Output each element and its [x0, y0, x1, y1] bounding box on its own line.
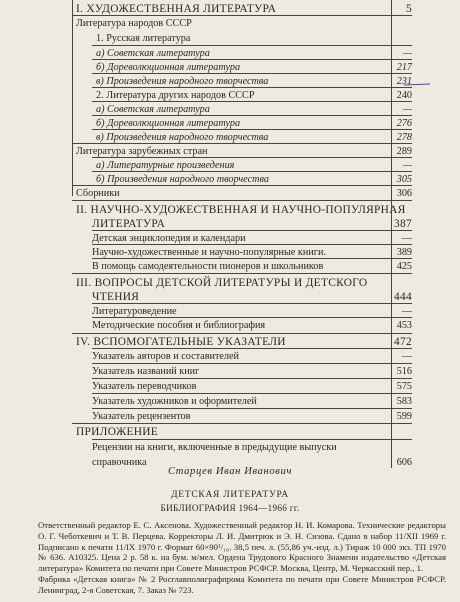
toc-label: Литература народов СССР [76, 18, 192, 29]
row-rule [92, 378, 412, 379]
section-rule [72, 200, 412, 201]
row-rule [92, 171, 412, 172]
toc-page: 231 [396, 76, 412, 87]
section-rule [72, 423, 412, 424]
toc-label: Рецензии на книги, включенные в предыдущие выпуски [92, 442, 337, 453]
toc-heading [92, 441, 412, 455]
toc-label: 2. Литература других народов СССР [96, 90, 255, 101]
toc-label: 1. Русская литература [96, 33, 191, 44]
column-rule [391, 0, 392, 468]
toc-heading [76, 187, 412, 201]
toc-label: Указатель названий книг [92, 366, 200, 377]
toc-label: Сборники [76, 188, 120, 199]
toc-label: б) Произведения народного творчества [96, 174, 269, 185]
toc-heading [92, 395, 412, 409]
toc-page: — [402, 160, 412, 171]
row-rule [92, 59, 412, 60]
toc-label: в) Произведения народного творчества [96, 76, 269, 87]
row-rule [92, 45, 412, 46]
toc-label: III. ВОПРОСЫ ДЕТСКОЙ ЛИТЕРАТУРЫ И ДЕТСКОГО [76, 277, 368, 289]
toc-label: а) Литературные произведения [96, 160, 235, 171]
toc-label: ПРИЛОЖЕНИЕ [76, 426, 159, 438]
toc-label: а) Советская литература [96, 104, 210, 115]
row-rule [92, 408, 412, 409]
row-rule [92, 244, 412, 245]
row-rule [92, 101, 412, 102]
toc-page: — [401, 306, 412, 317]
left-rule [72, 0, 73, 196]
toc-heading [92, 410, 412, 424]
row-rule [92, 393, 412, 394]
section-rule [72, 273, 412, 274]
toc-label: б) Дореволюционная литература [96, 118, 241, 129]
row-rule [92, 317, 412, 318]
toc-page: 472 [394, 336, 412, 348]
toc-page: — [401, 351, 412, 362]
toc-label: Литературоведение [92, 306, 177, 317]
printer-text [38, 574, 446, 596]
toc-page: 305 [396, 174, 412, 185]
row-rule [92, 87, 412, 88]
row-rule [92, 73, 412, 74]
toc-appendix [76, 425, 412, 439]
toc-label: Научно-художественные и научно-популярные книги. [92, 247, 326, 258]
toc-page: 389 [396, 247, 412, 258]
toc-label: IV. ВСПОМОГАТЕЛЬНЫЕ УКАЗАТЕЛИ [76, 336, 286, 348]
toc-label: в) Произведения народного творчества [96, 132, 269, 143]
toc-page: 453 [396, 320, 412, 331]
row-rule [92, 115, 412, 116]
toc-label: справочника [92, 457, 147, 468]
toc-section-3-cont [92, 290, 412, 304]
toc-heading [76, 17, 412, 31]
printer-paragraph: Фабрика «Детская книга» № 2 Росглавполиграфпрома Комитета по печати при Совете Министров РСФСР. Ленинград, 2-я Советская, 7. Заказ № 723. [38, 574, 446, 595]
book-title: ДЕТСКАЯ ЛИТЕРАТУРА [171, 490, 289, 500]
toc-label: Указатель рецензентов [92, 411, 191, 422]
imprint-paragraph: Ответственный редактор Е. С. Аксенова. Художественный редактор Н. И. Комарова. Технические редакторы О. Г. Чеботкевич и Т. В. Перцева. Корректоры Л. И. Дмитрюк и Э. Н. Сизова. Сдано в набор 11/XII 1969 г. Подписано к печати 11/IX 1970 г. Формат 60×90¹/₁₆. 38,5 печ. л. (55,86 уч.-изд. л.) Тираж 10 000 экз. ТП 1970 № 636. А10325. Цена 2 р. 58 к. на бум. м/мел. Ордена Трудового Красного Знамени издательство «Детская литература» Комитета по печати при Совете Министров РСФСР. Москва, Центр, М. Черкасский пер., 1. [38, 520, 446, 574]
toc-label: Указатель художников и оформителей [92, 396, 257, 407]
toc-label: ЧТЕНИЯ [92, 291, 140, 303]
toc-heading [92, 365, 412, 379]
toc-heading [92, 350, 412, 364]
toc-section-1 [76, 2, 412, 16]
toc-heading [92, 260, 412, 274]
toc-label: Указатель авторов и составителей [92, 351, 239, 362]
toc-heading [92, 380, 412, 394]
toc-page: 425 [396, 261, 412, 272]
toc-page: 5 [406, 3, 412, 15]
row-rule [92, 303, 412, 304]
section-rule [72, 333, 412, 334]
toc-page: — [402, 104, 412, 115]
row-rule [92, 363, 412, 364]
toc-label: Детская энциклопедия и календари [92, 233, 246, 244]
toc-label: ЛИТЕРАТУРА [92, 218, 166, 230]
toc-section-2 [76, 203, 412, 217]
pen-mark [404, 84, 430, 86]
row-rule [92, 157, 412, 158]
row-rule [92, 439, 412, 440]
book-author: Старцев Иван Иванович [167, 466, 293, 477]
row-rule [72, 185, 412, 186]
book-subtitle: БИБЛИОГРАФИЯ 1964—1966 гг. [160, 503, 300, 513]
toc-label: а) Советская литература [96, 48, 210, 59]
toc-page: 387 [394, 218, 412, 230]
toc-page: — [402, 48, 412, 59]
toc-section-3 [76, 276, 412, 290]
toc-page: 606 [396, 457, 412, 468]
toc-section-4 [76, 335, 412, 349]
toc-page: 289 [396, 146, 412, 157]
toc-label: б) Дореволюционная литература [96, 62, 241, 73]
toc-section-2-cont [92, 217, 412, 231]
toc-page: 306 [396, 188, 412, 199]
toc-page: 276 [396, 118, 412, 129]
toc-label: II. НАУЧНО-ХУДОЖЕСТВЕННАЯ И НАУЧНО-ПОПУЛЯРНАЯ [76, 204, 406, 216]
toc-page: — [401, 233, 412, 244]
toc-subheading [96, 32, 412, 46]
toc-page: 240 [396, 90, 412, 101]
toc-page: 575 [396, 381, 412, 392]
row-rule [92, 348, 412, 349]
toc-page: 444 [394, 291, 412, 303]
toc-heading [92, 319, 412, 333]
row-rule [92, 258, 412, 259]
toc-label: I. ХУДОЖЕСТВЕННАЯ ЛИТЕРАТУРА [76, 3, 277, 15]
row-rule [92, 230, 412, 231]
imprint-text [38, 520, 446, 574]
row-rule [72, 143, 412, 144]
toc-page: 599 [396, 411, 412, 422]
toc-page: 516 [396, 366, 412, 377]
toc-label: Методические пособия и библиография [92, 320, 266, 331]
toc-page: 217 [396, 62, 412, 73]
toc-label: Литература зарубежных стран [76, 146, 208, 157]
toc-page: 278 [396, 132, 412, 143]
row-rule [92, 129, 412, 130]
toc-label: Указатель переводчиков [92, 381, 197, 392]
toc-page: 583 [396, 396, 412, 407]
toc-label: В помощь самодеятельности пионеров и школьников [92, 261, 324, 272]
row-rule [72, 15, 412, 16]
